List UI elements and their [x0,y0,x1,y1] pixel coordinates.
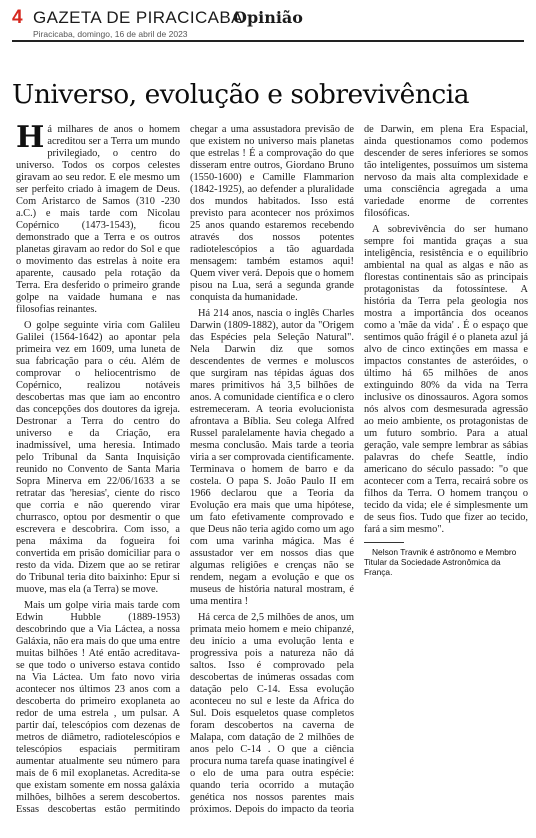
drop-cap: H [16,120,45,155]
article-paragraph [16,120,180,316]
article-paragraph: Há cerca de 2,5 milhões de anos, um primata meio homem e meio chipanzé, deu início a uma evolução lenta e progressiva pois a natureza não dá saltos. Isso é comprovado pela descobertas de inúmeras ossadas com datação pelo C-14. Essa evolução aconteceu no sul e leste da Africa do Sul. Dois esqueletos quase completos foram descobertos na caverna de Malapa, com datação de 2 milhões de anos pelo C-14 . O que a ciência procura numa tarefa quase inatingível é o elo de uma para outra espécie: quando teria ocorrido a mutação genética nos nossos parentes mais próximos. Depois do impacto da teoria de Darwin, em plena Era Espacial, ainda questionamos como podemos descender de seres inferiores se somos tão inteligentes, possuímos um sistema nervoso da mais alta complexidade e uma consciência agregada a uma variedade enorme de correntes filosóficas. [190,124,528,815]
article-paragraph: A sobrevivência do ser humano sempre foi mantida graças a sua inteligência, resistência e o equilíbrio ambiental na qual as algas e não as florestas continentais são as principais protagonistas da fotossíntese. A história da Terra pela geologia nos mostra a importância dos oceanos como a 'mãe da vida' . É o espaço que sentimos quão frágil é o planeta azul já alvo de cinco extinções em massa e impactos constantes de asteróides, o último há 65 milhões de anos extinguindo 80% da vida na Terra inclusive os dinossauros. Agora somos nós alvos com desmesurada agressão ao meio ambiente, os protagonistas de um futuro sombrio. Para a atual geração, vale sempre lembrar as sábias palavras do chefe Seattle, índio americano do século passado: "o que acontecer com a Terra, recairá sobre os filhos da Terra. O homem trançou o tecido da vida; ele é simplesmente um de seus fios. Tudo que fizer ao tecido, fará a sim mesmo". [364,224,528,535]
article-body [16,120,528,824]
paragraph-text: á milhares de anos o homem acreditou ser a Terra um mundo privilegiado, o centro do universo. Todos os corpos celestes giravam ao seu redor. E ele mesmo um ser perfeito criado à imagem de Deus. Com Aristarco de Samos (310 -230 a.C.) e mais tarde com Nicolau Copérnico (1473-1543), ficou demonstrado que a Terra e os outros planetas giravam ao redor do Sol e que o movimento das estrelas à noite era aparente, causado pela rotação da Terra. Era desferido o primeiro grande golpe na vaidade humana e nas filosofias reinantes. [16,124,180,315]
article-paragraph: O golpe seguinte viria com Galileu Galilei (1564-1642) ao apontar pela primeira vez em 1609, uma luneta de sua fabricação para o céu. Além de comprovar o heliocentrismo de Copérnico, realizou notáveis descobertas mas que iam ao encontro das concepções dos doutores da igreja. Destronar a Terra do centro do universo e da Criação, era inadmissível, uma heresia. Intimado pelo Tribunal da Santa Inquisição reunido no Convento de Santa Maria Sopra Minerva em 22/06/1633 a se retratar das 'heresias', ciente do risco que corria e não querendo virar churrasco, optou por desmentir o que escrevera e descobrira. Com isso, a pena máxima da fogueira foi convertida em prisão domiciliar para o resto da vida. Dizem que ao se retirar do Tribunal teria dito baixinho: Epur si muove, mas ela (a Terra) se move. [16,320,180,595]
newspaper-name: GAZETA DE PIRACICABA [33,8,243,27]
page-number: 4 [12,7,23,28]
dateline: Piracicaba, domingo, 16 de abril de 2023 [33,29,188,39]
byline-divider [364,542,404,543]
masthead-divider [12,40,524,42]
masthead [12,6,524,39]
article-paragraph: Mais um golpe viria mais tarde com Edwin Hubble (1889-1953) descobrindo que a Via Láctea, a nossa Galáxia, não era mais do que uma entre muitas bilhões ! Até então acreditava-se que todo o universo estava contido na Via Láctea. Um fato novo viria acontecer nos últimos 23 anos com a descoberta do primeiro exoplaneta ao redor de uma estrela , um pulsar. A partir daí, telescópios com dezenas de metros de diâmetro, radiotelescópios e telescópios espaciais permitiram aumentar atualmente seu número para mais de 6 mil exoplanetas. Acredita-se que existam somente em nossa galáxia milhões, bilhões a serem descobertos. Essas descobertas estão permitindo chegar a uma assustadora previsão de que existem no universo mais planetas que estrelas ! É a comprovação do que disseram entre outros, Giordano Bruno (1550-1600) e Camille Flammarion (1842-1925), ao defender a pluralidade dos mundos habitados. Isso está previsto para acontecer nos próximos 25 anos quando estaremos recebendo através dos nossos potentes radiotelescópios a tão aguardada mensagem: também estamos aqui! Quem viver verá. Depois que o homem pisou na Lua, será a segunda grande conquista da humanidade. [16,124,354,815]
section-title: Opinião [233,8,303,27]
author-byline: Nelson Travnik é astrônomo e Membro Titular da Sociedade Astronômica da França. [364,547,517,577]
article-headline: Universo, evolução e sobrevivência [12,80,470,110]
article-paragraph: Há 214 anos, nascia o inglês Charles Darwin (1809-1882), autor da "Origem das Espécies pela Seleção Natural". Nela Darwin diz que somos descendentes de vermes e moluscos que surgiram nas tépidas águas dos mares primitivos há 3,5 bilhões de anos. A comunidade científica e o clero estremeceram. A teoria evolucionista afrontava a Bíblia. Seu colega Alfred Russel paralelamente havia chegado a mesma conclusão. Mais tarde a teoria viria a ser comprovada cientificamente. Terminava o homem de barro e da costela. O papa S. João Paulo II em 1966 declarou que a Teoria da Evolução era mais que uma hipótese, um fato efetivamente comprovado e que Deus não teria agido como um ago com uma varinha mágica. Mas é assustador ver em nossos dias que algumas religiões e crenças não se rendem, negam a evolução e que os museus de história natural mostram, é uma mentira ! [190,308,354,607]
